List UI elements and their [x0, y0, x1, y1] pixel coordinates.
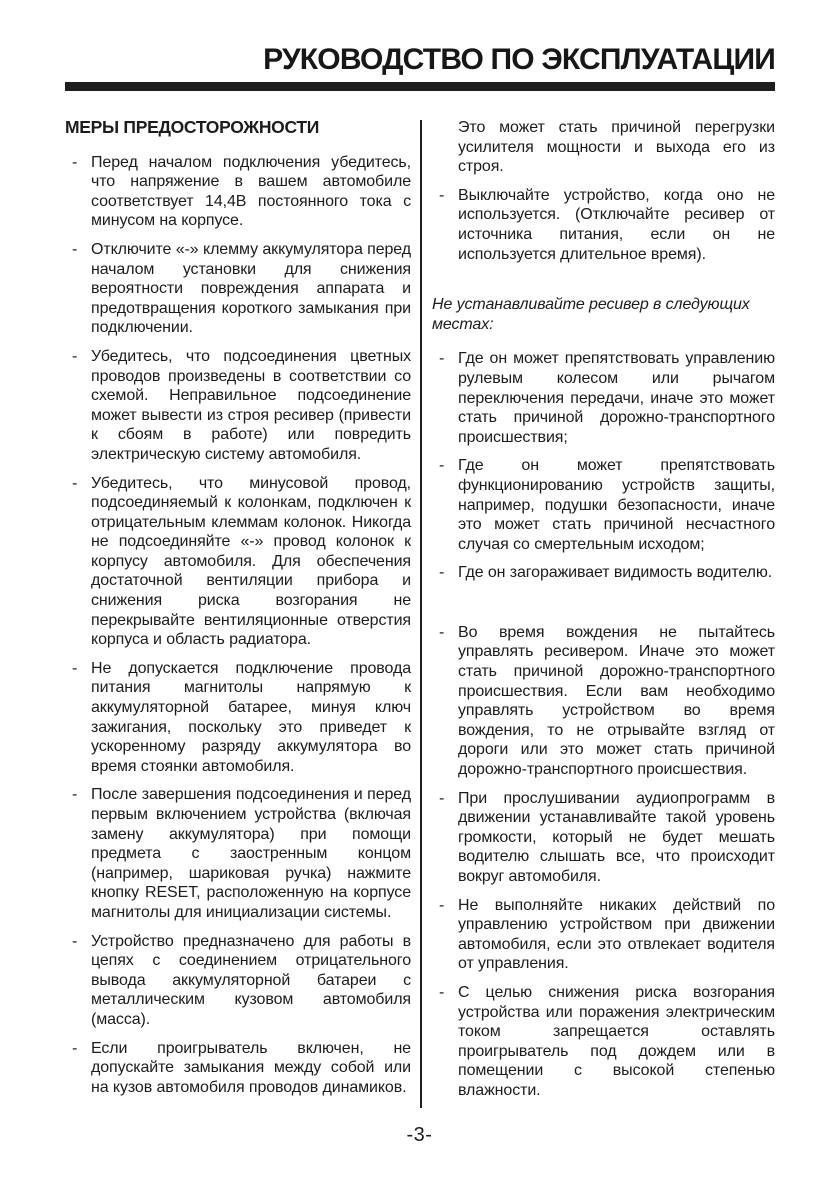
page-title: РУКОВОДСТВО ПО ЭКСПЛУАТАЦИИ	[263, 43, 775, 76]
bullet-text: Не выполняйте никаких действий по управлению устройством при движении автомобиля, если это отвлекает водителя от управления.	[458, 896, 775, 973]
list-item	[432, 789, 775, 887]
bullet-dash: -	[439, 457, 445, 475]
list-item	[65, 240, 411, 338]
list-item	[65, 153, 411, 231]
list-item	[432, 563, 775, 583]
bullet-dash: -	[439, 186, 445, 204]
page-footer	[0, 1124, 839, 1147]
bullet-dash: -	[72, 786, 78, 804]
list-item	[432, 983, 775, 1101]
bullet-dash: -	[439, 983, 445, 1001]
list-item	[432, 186, 775, 264]
bullet-text: Убедитесь, что подсоединения цветных проводов произведены в соответствии со схемой. Неправильное подсоединение может вывести из строя ресивер (привести к сбоям в работе) или повредить электрическую систему автомобиля.	[91, 347, 411, 463]
bullet-text: Устройство предназначено для работы в цепях с соединением отрицательного вывода аккумуляторной батареи с металлическим кузовом автомобиля (масса).	[91, 932, 411, 1028]
list-item	[432, 349, 775, 447]
bullet-text: После завершения подсоединения и перед первым включением устройства (включая замену аккумулятора) при помощи предмета с заостренным концом (например, шариковая ручка) нажмите кнопку RESET, расположенную на корпусе магнитолы для инициализации системы.	[91, 786, 411, 921]
two-column-body	[65, 118, 775, 1110]
bullet-dash: -	[72, 347, 78, 365]
bullet-text: Во время вождения не пытайтесь управлять ресивером. Иначе это может стать причиной дорожно-транспортного происшествия. Если вам необходимо управлять устройством во время вождения, то не отрывайте взгляд от дороги или это может стать причиной дорожно-транспортного происшествия.	[458, 623, 775, 779]
bullet-dash: -	[72, 474, 78, 492]
bullet-dash: -	[72, 240, 78, 258]
continuation-paragraph: Это может стать причиной перегрузки усилителя мощности и выхода его из строя.	[458, 119, 775, 176]
bullet-dash: -	[72, 1039, 78, 1057]
bullet-dash: -	[439, 564, 445, 582]
section-gap	[432, 592, 775, 623]
list-item	[432, 896, 775, 974]
bullet-text: Где он загораживает видимость водителю.	[458, 564, 773, 582]
header-rule	[65, 82, 775, 91]
bullet-text: Не допускается подключение провода питания магнитолы напрямую к аккумуляторной батарее, минуя ключ зажигания, поскольку это приведет к ускоренному разряду аккумулятора во время стоянки автомобиля.	[91, 659, 411, 775]
list-item	[65, 932, 411, 1030]
list-item	[65, 1039, 411, 1098]
bullet-dash: -	[72, 932, 78, 950]
list-item	[65, 474, 411, 650]
subsection-heading-installation: Не устанавливайте ресивер в следующих местах:	[432, 296, 750, 333]
list-item	[65, 659, 411, 777]
bullet-text: Выключайте устройство, когда оно не используется. (Отключайте ресивер от источника питания, если он не используется длительное время).	[458, 186, 775, 263]
bullet-text: При прослушивании аудиопрограмм в движении устанавливайте такой уровень громкости, который не будет мешать водителю слышать все, что происходит вокруг автомобиля.	[458, 789, 775, 885]
bullet-dash: -	[439, 896, 445, 914]
bullet-dash: -	[72, 659, 78, 677]
list-item	[65, 785, 411, 922]
list-item	[432, 456, 775, 554]
list-item	[432, 623, 775, 780]
bullet-text: Убедитесь, что минусовой провод, подсоединяемый к колонкам, подключен к отрицательным клеммам колонок. Никогда не подсоединяйте «-» провод колонок к корпусу автомобиля. Для обеспечения достаточной вентиляции прибора и снижения риска возгорания не перекрывайте вентиляционные отверстия корпуса и область радиатора.	[91, 474, 411, 649]
bullet-text: Перед началом подключения убедитесь, что напряжение в вашем автомобиле соответствует 14,4В постоянного тока с минусом на корпусе.	[91, 153, 411, 230]
right-column	[432, 118, 775, 1110]
list-item	[65, 347, 411, 465]
left-column	[65, 118, 411, 1110]
bullet-text: Где он может препятствовать функционированию устройств защиты, например, подушки безопасности, иначе это может стать причиной несчастного случая со смертельным исходом;	[458, 457, 775, 553]
bullet-dash: -	[439, 623, 445, 641]
bullet-dash: -	[439, 789, 445, 807]
bullet-text: С целью снижения риска возгорания устройства или поражения электрическим током запрещается оставлять проигрыватель под дождем или в помещении с высокой степенью влажности.	[458, 983, 775, 1099]
bullet-text: Где он может препятствовать управлению рулевым колесом или рычагом переключения передачи, иначе это может стать причиной дорожно-транспортного происшествия;	[458, 350, 775, 446]
bullet-dash: -	[439, 350, 445, 368]
section-heading-precautions: МЕРЫ ПРЕДОСТОРОЖНОСТИ	[65, 117, 320, 137]
page-number: -3-	[406, 1124, 433, 1146]
bullet-text: Отключите «-» клемму аккумулятора перед началом установки для снижения вероятности повреждения аппарата и предотвращения короткого замыкания при подключении.	[91, 240, 411, 337]
bullet-dash: -	[72, 153, 78, 171]
column-divider	[420, 120, 422, 1108]
bullet-text: Если проигрыватель включен, не допускайте замыкания между собой или на кузов автомобиля проводов динамиков.	[91, 1039, 411, 1096]
page-header	[65, 44, 775, 91]
